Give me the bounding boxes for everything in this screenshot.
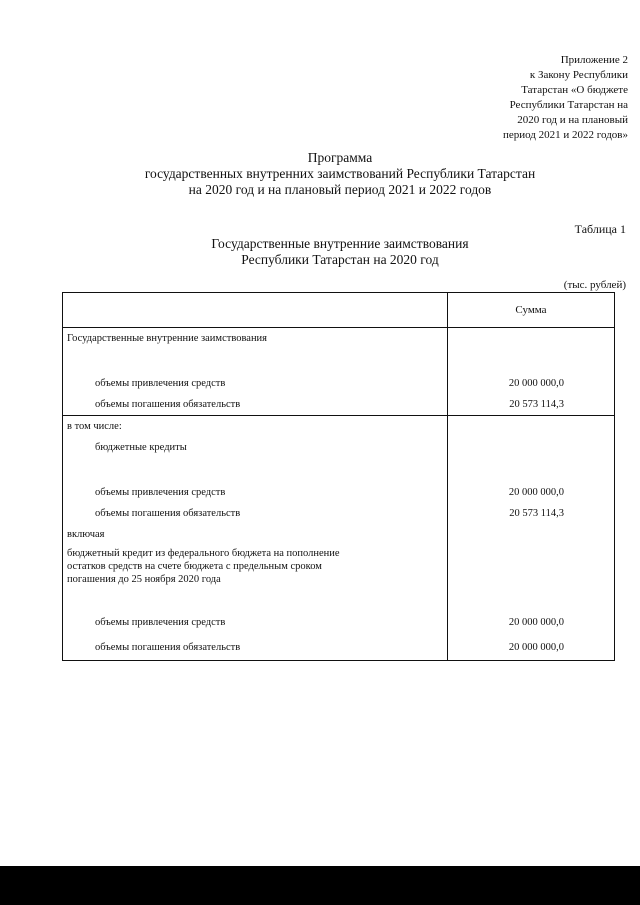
appendix-line: период 2021 и 2022 годов» xyxy=(502,129,628,141)
appendix-line: Республики Татарстан на xyxy=(509,99,628,111)
appendix-line: к Закону Республики xyxy=(529,69,628,81)
appendix-line: Приложение 2 xyxy=(560,54,628,66)
repay-value: 20 573 114,3 xyxy=(509,399,564,410)
sum-cell xyxy=(448,328,615,416)
description-cell xyxy=(63,328,448,416)
appendix-line: 2020 год и на плановый xyxy=(517,114,628,126)
attract-value: 20 000 000,0 xyxy=(508,487,564,498)
attract-label: объемы привлечения средств xyxy=(95,487,226,498)
title-line: на 2020 год и на плановый период 2021 и 2022 годов xyxy=(188,182,492,197)
group-title: в том числе: xyxy=(67,421,122,432)
repay-value: 20 573 114,3 xyxy=(509,508,564,519)
table-header-row xyxy=(63,293,615,328)
repay-label: объемы погашения обязательств xyxy=(95,508,241,519)
group-title: Государственные внутренние заимствования xyxy=(67,333,268,344)
units-label: (тыс. рублей) xyxy=(563,279,626,291)
table-row xyxy=(63,328,615,416)
borrowings-table xyxy=(62,292,615,661)
description-line: остатков средств на счете бюджета с предельным сроком xyxy=(67,561,322,572)
header-name-cell xyxy=(63,293,448,328)
table-subtitle xyxy=(60,236,620,268)
appendix-line: Татарстан «О бюджете xyxy=(521,84,628,96)
description-line: бюджетный кредит из федерального бюджета на пополнение xyxy=(67,548,340,559)
attract-value: 20 000 000,0 xyxy=(508,378,564,389)
including-label: включая xyxy=(67,529,105,540)
attract-value: 20 000 000,0 xyxy=(508,617,564,628)
table-label: Таблица 1 xyxy=(574,222,626,236)
repay-label: объемы погашения обязательств xyxy=(95,399,241,410)
subtitle-line: Государственные внутренние заимствования xyxy=(211,236,469,251)
attract-label: объемы привлечения средств xyxy=(95,378,226,389)
sum-cell xyxy=(448,416,615,661)
repay-value: 20 000 000,0 xyxy=(508,642,564,653)
scan-border xyxy=(0,866,640,905)
appendix-note xyxy=(408,53,628,143)
attract-label: объемы привлечения средств xyxy=(95,617,226,628)
subtitle-line: Республики Татарстан на 2020 год xyxy=(241,252,439,267)
table-row xyxy=(63,416,615,661)
title-line: Программа xyxy=(307,150,373,165)
description-line: погашения до 25 ноября 2020 года xyxy=(67,574,221,585)
group-subtitle: бюджетные кредиты xyxy=(95,442,187,453)
document-title xyxy=(60,150,620,198)
repay-label: объемы погашения обязательств xyxy=(95,642,241,653)
credit-description xyxy=(63,545,447,586)
header-sum-cell: Сумма xyxy=(448,293,615,328)
title-line: государственных внутренних заимствований Республики Татарстан xyxy=(144,166,536,181)
description-cell xyxy=(63,416,448,661)
